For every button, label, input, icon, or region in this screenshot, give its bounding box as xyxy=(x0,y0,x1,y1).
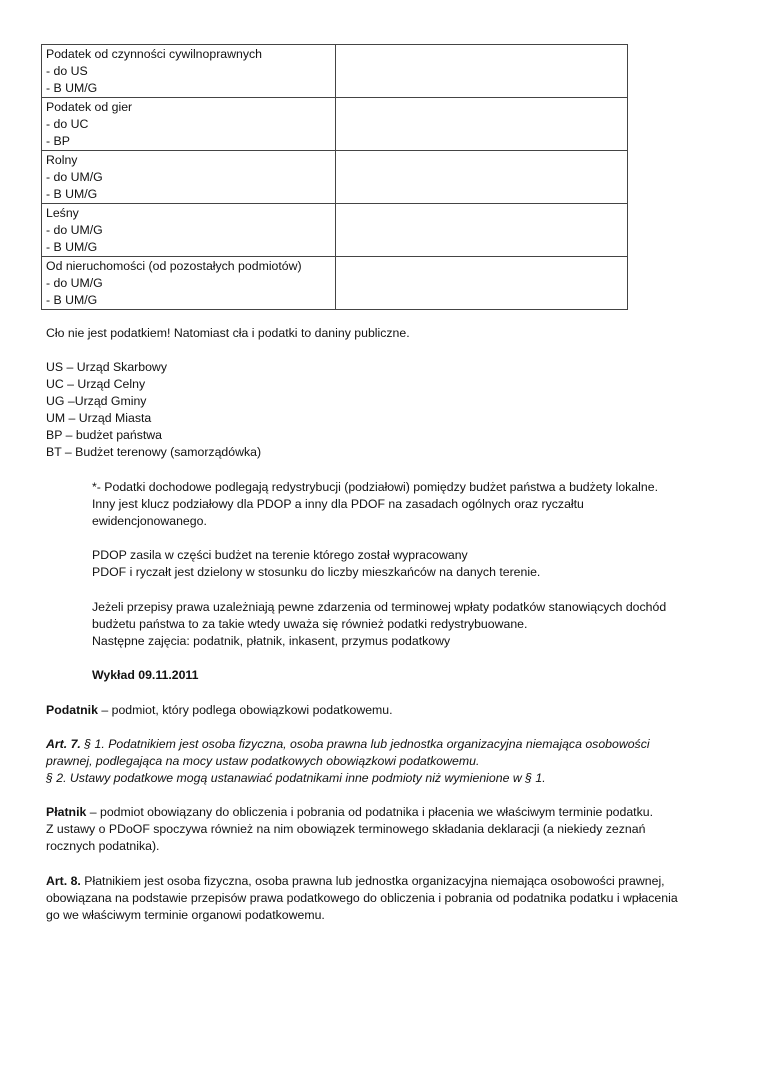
platnik-definition xyxy=(46,804,726,855)
table-row xyxy=(42,151,628,204)
cell-line: - do UC xyxy=(46,117,89,131)
table-cell-empty xyxy=(336,151,628,204)
table-cell-empty xyxy=(336,45,628,98)
abbreviation-item: UG –Urząd Gminy xyxy=(46,394,147,408)
podatnik-term: Podatnik xyxy=(46,703,98,717)
abbreviation-list xyxy=(46,359,726,461)
cell-line: - do UM/G xyxy=(46,276,103,290)
cell-line: - do UM/G xyxy=(46,170,103,184)
abbreviation-item: BT – Budżet terenowy (samorządówka) xyxy=(46,445,262,459)
platnik-line: rocznych podatnika). xyxy=(46,839,160,853)
cell-line: Rolny xyxy=(46,153,78,167)
cell-line: - B UM/G xyxy=(46,240,98,254)
table-row xyxy=(42,98,628,151)
art-7-line: prawnej, podlegająca na mocy ustaw podatkowych obowiązkowi podatkowemu. xyxy=(46,754,480,768)
table-row xyxy=(42,257,628,310)
platnik-term: Płatnik xyxy=(46,805,87,819)
table-cell xyxy=(42,98,336,151)
cell-line: - B UM/G xyxy=(46,81,98,95)
art-7-label: Art. 7. xyxy=(46,737,81,751)
cell-line: - B UM/G xyxy=(46,187,98,201)
table-row xyxy=(42,204,628,257)
text-line: PDOF i ryczałt jest dzielony w stosunku do liczby mieszkańców na danych terenie. xyxy=(92,565,541,579)
table-cell xyxy=(42,45,336,98)
cell-line: - BP xyxy=(46,134,70,148)
cell-line: - do US xyxy=(46,64,88,78)
abbreviation-item: UC – Urząd Celny xyxy=(46,377,146,391)
text-line: Jeżeli przepisy prawa uzależniają pewne zdarzenia od terminowej wpłaty podatków stanowiących dochód xyxy=(92,600,667,614)
abbreviation-item: UM – Urząd Miasta xyxy=(46,411,152,425)
table-cell-empty xyxy=(336,257,628,310)
clo-note: Cło nie jest podatkiem! Natomiast cła i podatki to daniny publiczne. xyxy=(46,326,410,340)
tax-table xyxy=(41,44,628,310)
cell-line: Od nieruchomości (od pozostałych podmiotów) xyxy=(46,259,302,273)
cell-line: Podatek od gier xyxy=(46,100,133,114)
podatnik-text: – podmiot, który podlega obowiązkowi podatkowemu. xyxy=(97,703,393,717)
cell-line: - B UM/G xyxy=(46,293,98,307)
cell-line: Leśny xyxy=(46,206,79,220)
text-line: PDOP zasila w części budżet na terenie którego został wypracowany xyxy=(92,548,468,562)
text-line: Następne zajęcia: podatnik, płatnik, inkasent, przymus podatkowy xyxy=(92,634,451,648)
abbreviation-item: BP – budżet państwa xyxy=(46,428,162,442)
table-cell xyxy=(42,204,336,257)
art-7-section xyxy=(46,736,726,787)
text-line: budżetu państwa to za takie wtedy uważa się również podatki redystrybuowane. xyxy=(92,617,528,631)
art-7-line: § 1. Podatnikiem jest osoba fizyczna, osoba prawna lub jednostka organizacyjna niemająca osobowości xyxy=(80,737,650,751)
text-line: Inny jest klucz podziałowy dla PDOP a inny dla PDOF na zasadach ogólnych oraz ryczałtu xyxy=(92,497,584,511)
footnote-paragraph-3 xyxy=(92,599,732,650)
platnik-line: Z ustawy o PDoOF spoczywa również na nim obowiązek terminowego składania deklaracji (a niekiedy zeznań xyxy=(46,822,646,836)
footnote-paragraph-2 xyxy=(92,547,732,581)
art-7-line: § 2. Ustawy podatkowe mogą ustanawiać podatnikami inne podmioty niż wymienione w § 1. xyxy=(46,771,546,785)
table-cell xyxy=(42,151,336,204)
lecture-heading-text: Wykład 09.11.2011 xyxy=(92,668,199,682)
art-8-line: Płatnikiem jest osoba fizyczna, osoba prawna lub jednostka organizacyjna niemająca osobowości prawnej, xyxy=(80,874,665,888)
text-line: *- Podatki dochodowe podlegają redystrybucji (podziałowi) pomiędzy budżet państwa a budżety lokalne. xyxy=(92,480,658,494)
table-row xyxy=(42,45,628,98)
podatnik-definition xyxy=(46,702,726,719)
cell-line: - do UM/G xyxy=(46,223,103,237)
art-8-section xyxy=(46,873,726,924)
footnote-paragraph-1 xyxy=(92,479,732,530)
art-8-line: obowiązana na podstawie przepisów prawa podatkowego do obliczenia i pobrania od podatnika podatku i wpłacenia xyxy=(46,891,678,905)
platnik-text: – podmiot obowiązany do obliczenia i pobrania od podatnika i płacenia we właściwym terminie podatku. xyxy=(86,805,653,819)
art-8-label: Art. 8. xyxy=(46,874,81,888)
art-8-line: go we właściwym terminie organowi podatkowemu. xyxy=(46,908,325,922)
table-cell-empty xyxy=(336,204,628,257)
abbreviation-item: US – Urząd Skarbowy xyxy=(46,360,167,374)
table-cell-empty xyxy=(336,98,628,151)
cell-line: Podatek od czynności cywilnoprawnych xyxy=(46,47,262,61)
text-line: ewidencjonowanego. xyxy=(92,514,207,528)
table-cell xyxy=(42,257,336,310)
lecture-heading xyxy=(92,667,732,684)
